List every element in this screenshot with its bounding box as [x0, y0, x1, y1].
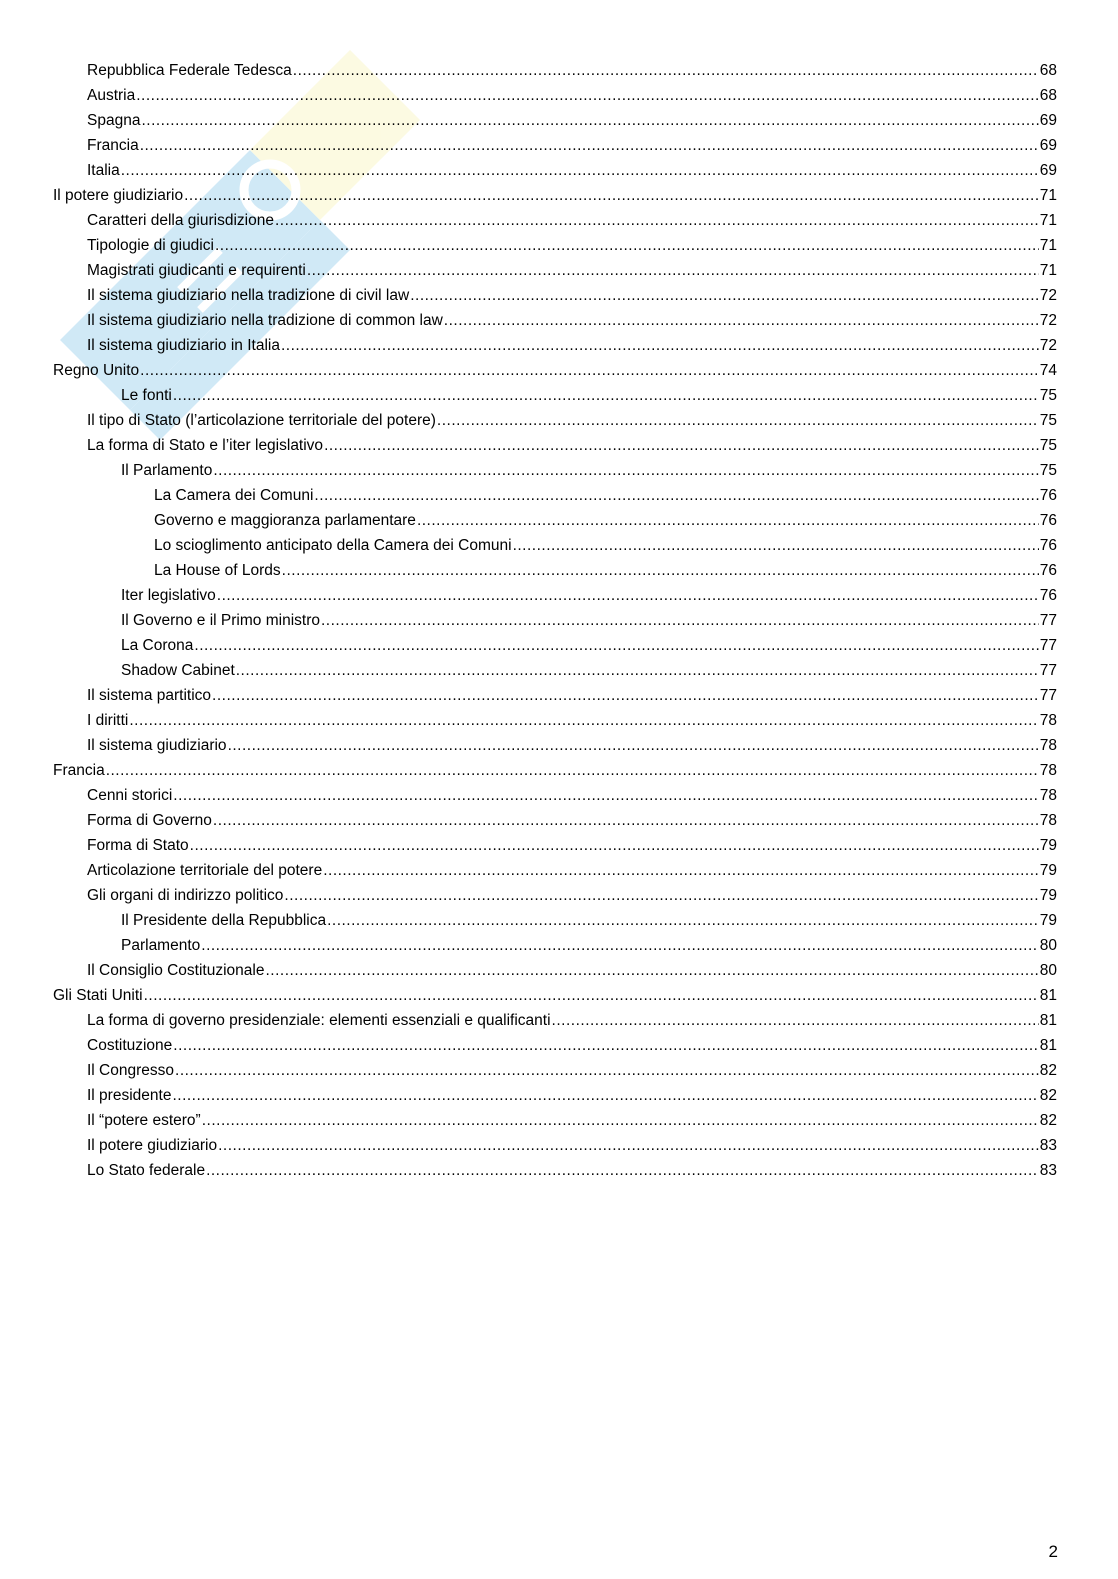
toc-dot-leader [194, 633, 1038, 658]
toc-entry-page: 74 [1039, 362, 1057, 379]
toc-entry[interactable] [53, 1058, 1057, 1083]
toc-entry-title: Il tipo di Stato (l’articolazione territoriale del potere) [87, 412, 436, 429]
toc-entry-title: Italia [87, 162, 120, 179]
toc-entry-title: La forma di governo presidenziale: elementi essenziali e qualificanti [87, 1012, 551, 1029]
toc-entry[interactable] [53, 83, 1057, 108]
toc-dot-leader [173, 383, 1039, 408]
toc-entry-title: Il potere giudiziario [53, 187, 184, 204]
toc-entry-title: Il sistema giudiziario nella tradizione di civil law [87, 287, 410, 304]
toc-entry[interactable] [53, 1033, 1057, 1058]
toc-entry-title: Caratteri della giurisdizione [87, 212, 274, 229]
toc-entry-title: Governo e maggioranza parlamentare [154, 512, 416, 529]
toc-entry-page: 80 [1039, 962, 1057, 979]
toc-entry-page: 76 [1039, 512, 1057, 529]
toc-entry[interactable] [53, 933, 1057, 958]
toc-entry-page: 72 [1039, 312, 1057, 329]
toc-entry[interactable] [53, 133, 1057, 158]
toc-entry-title: La forma di Stato e l’iter legislativo [87, 437, 324, 454]
toc-entry[interactable] [53, 208, 1057, 233]
toc-dot-leader [275, 208, 1039, 233]
toc-entry[interactable] [53, 958, 1057, 983]
toc-entry[interactable] [53, 908, 1057, 933]
toc-entry-title: Il sistema partitico [87, 687, 212, 704]
toc-dot-leader [172, 1083, 1038, 1108]
toc-entry-page: 80 [1039, 937, 1057, 954]
toc-entry-title: Gli organi di indirizzo politico [87, 887, 284, 904]
toc-dot-leader [140, 133, 1039, 158]
toc-entry-title: Forma di Stato [87, 837, 189, 854]
toc-dot-leader [513, 533, 1039, 558]
toc-entry[interactable] [53, 1083, 1057, 1108]
toc-entry[interactable] [53, 983, 1057, 1008]
toc-entry-page: 68 [1039, 87, 1057, 104]
toc-entry-title: Cenni storici [87, 787, 173, 804]
toc-dot-leader [410, 283, 1039, 308]
toc-entry-page: 77 [1039, 662, 1057, 679]
toc-entry-title: Forma di Governo [87, 812, 212, 829]
toc-entry[interactable] [53, 158, 1057, 183]
toc-entry[interactable] [53, 458, 1057, 483]
toc-dot-leader [437, 408, 1039, 433]
toc-entry-title: Iter legislativo [121, 587, 216, 604]
toc-entry-title: Francia [87, 137, 139, 154]
toc-entry-title: Il sistema giudiziario [87, 737, 227, 754]
toc-entry-title: Lo Stato federale [87, 1162, 206, 1179]
toc-dot-leader [323, 858, 1039, 883]
toc-entry-page: 78 [1039, 737, 1057, 754]
page-number: 2 [1048, 1542, 1058, 1561]
toc-dot-leader [327, 908, 1039, 933]
toc-entry-title: Il presidente [87, 1087, 172, 1104]
toc-entry-page: 76 [1039, 537, 1057, 554]
toc-dot-leader [321, 608, 1039, 633]
toc-entry-title: Il sistema giudiziario in Italia [87, 337, 280, 354]
toc-dot-leader [552, 1008, 1039, 1033]
toc-entry-page: 68 [1039, 62, 1057, 79]
toc-entry[interactable] [53, 783, 1057, 808]
toc-entry[interactable] [53, 333, 1057, 358]
toc-dot-leader [444, 308, 1039, 333]
toc-dot-leader [106, 758, 1039, 783]
toc-entry[interactable] [53, 408, 1057, 433]
toc-entry[interactable] [53, 833, 1057, 858]
toc-entry-title: Shadow Cabinet [121, 662, 235, 679]
toc-dot-leader [228, 733, 1039, 758]
toc-entry-title: Regno Unito [53, 362, 140, 379]
toc-entry-page: 71 [1039, 262, 1057, 279]
toc-entry-page: 72 [1039, 337, 1057, 354]
toc-entry-page: 81 [1039, 987, 1057, 1004]
toc-entry-page: 78 [1039, 812, 1057, 829]
toc-entry-page: 81 [1039, 1012, 1057, 1029]
toc-entry-page: 71 [1039, 187, 1057, 204]
toc-entry-title: Costituzione [87, 1037, 173, 1054]
toc-entry-page: 71 [1039, 212, 1057, 229]
toc-entry[interactable] [53, 633, 1057, 658]
toc-entry[interactable] [53, 1108, 1057, 1133]
toc-dot-leader [173, 1033, 1038, 1058]
toc-entry[interactable] [53, 558, 1057, 583]
toc-entry[interactable] [53, 108, 1057, 133]
toc-dot-leader [129, 708, 1038, 733]
toc-entry-page: 78 [1039, 787, 1057, 804]
toc-dot-leader [282, 558, 1039, 583]
toc-entry-page: 75 [1039, 462, 1057, 479]
toc-entry-title: Lo scioglimento anticipato della Camera dei Comuni [154, 537, 512, 554]
toc-entry-page: 83 [1039, 1162, 1057, 1179]
toc-entry[interactable] [53, 383, 1057, 408]
toc-entry-title: Austria [87, 87, 136, 104]
toc-entry-page: 69 [1039, 162, 1057, 179]
toc-dot-leader [184, 183, 1039, 208]
toc-dot-leader [173, 783, 1038, 808]
toc-dot-leader [284, 883, 1038, 908]
toc-entry-title: I diritti [87, 712, 129, 729]
toc-entry[interactable] [53, 708, 1057, 733]
toc-entry[interactable] [53, 808, 1057, 833]
toc-entry[interactable] [53, 1158, 1057, 1183]
toc-dot-leader [324, 433, 1039, 458]
toc-dot-leader [201, 933, 1038, 958]
toc-entry-page: 83 [1039, 1137, 1057, 1154]
toc-dot-leader [202, 1108, 1039, 1133]
toc-entry-title: La Camera dei Comuni [154, 487, 314, 504]
toc-dot-leader [136, 83, 1039, 108]
toc-entry[interactable] [53, 658, 1057, 683]
toc-entry[interactable] [53, 308, 1057, 333]
toc-entry-title: Il “potere estero” [87, 1112, 201, 1129]
toc-entry-page: 82 [1039, 1087, 1057, 1104]
toc-entry[interactable] [53, 583, 1057, 608]
toc-entry[interactable] [53, 733, 1057, 758]
toc-dot-leader [218, 1133, 1039, 1158]
toc-dot-leader [144, 983, 1039, 1008]
toc-dot-leader [314, 483, 1038, 508]
toc-entry-title: Il potere giudiziario [87, 1137, 218, 1154]
toc-entry-title: Il Parlamento [121, 462, 213, 479]
toc-entry-page: 78 [1039, 762, 1057, 779]
toc-entry-page: 75 [1039, 387, 1057, 404]
toc-entry-title: La Corona [121, 637, 194, 654]
toc-dot-leader [121, 158, 1039, 183]
toc-entry-title: Articolazione territoriale del potere [87, 862, 323, 879]
toc-entry[interactable] [53, 258, 1057, 283]
toc-entry-title: Le fonti [121, 387, 172, 404]
toc-entry[interactable] [53, 1133, 1057, 1158]
toc-entry[interactable] [53, 533, 1057, 558]
toc-entry[interactable] [53, 1008, 1057, 1033]
toc-entry-title: Spagna [87, 112, 141, 129]
toc-entry[interactable] [53, 183, 1057, 208]
toc-dot-leader [417, 508, 1039, 533]
toc-entry[interactable] [53, 58, 1057, 83]
toc-entry-page: 75 [1039, 412, 1057, 429]
toc-entry-page: 76 [1039, 562, 1057, 579]
toc-dot-leader [190, 833, 1039, 858]
toc-entry-title: Parlamento [121, 937, 201, 954]
toc-entry-title: Il Consiglio Costituzionale [87, 962, 265, 979]
toc-entry[interactable] [53, 758, 1057, 783]
toc-dot-leader [265, 958, 1038, 983]
toc-entry[interactable] [53, 233, 1057, 258]
toc-dot-leader [293, 58, 1039, 83]
toc-entry-page: 75 [1039, 437, 1057, 454]
toc-dot-leader [236, 658, 1039, 683]
toc-entry-page: 77 [1039, 637, 1057, 654]
toc-entry-title: Gli Stati Uniti [53, 987, 143, 1004]
toc-entry-page: 77 [1039, 612, 1057, 629]
toc-dot-leader [217, 583, 1039, 608]
toc-entry[interactable] [53, 483, 1057, 508]
toc-entry-title: Il Congresso [87, 1062, 175, 1079]
toc-entry[interactable] [53, 858, 1057, 883]
toc-dot-leader [281, 333, 1039, 358]
toc-entry-title: Il Presidente della Repubblica [121, 912, 327, 929]
toc-entry-page: 72 [1039, 287, 1057, 304]
toc-entry-page: 69 [1039, 112, 1057, 129]
toc-dot-leader [213, 458, 1038, 483]
toc-entry-page: 82 [1039, 1062, 1057, 1079]
toc-entry[interactable] [53, 358, 1057, 383]
toc-entry-page: 76 [1039, 587, 1057, 604]
toc-entry-page: 69 [1039, 137, 1057, 154]
toc-entry[interactable] [53, 683, 1057, 708]
toc-entry[interactable] [53, 433, 1057, 458]
toc-entry-page: 79 [1039, 912, 1057, 929]
toc-entry-page: 79 [1039, 862, 1057, 879]
toc-entry[interactable] [53, 883, 1057, 908]
toc-entry[interactable] [53, 608, 1057, 633]
toc-entry-title: Il sistema giudiziario nella tradizione di common law [87, 312, 443, 329]
toc-entry-title: Repubblica Federale Tedesca [87, 62, 292, 79]
toc-entry-page: 81 [1039, 1037, 1057, 1054]
toc-dot-leader [213, 808, 1039, 833]
toc-entry-page: 71 [1039, 237, 1057, 254]
toc-dot-leader [307, 258, 1039, 283]
toc-dot-leader [212, 683, 1039, 708]
toc-entry-page: 79 [1039, 887, 1057, 904]
toc-entry-title: Magistrati giudicanti e requirenti [87, 262, 306, 279]
toc-entry-page: 82 [1039, 1112, 1057, 1129]
toc-entry-title: La House of Lords [154, 562, 281, 579]
toc-entry[interactable] [53, 283, 1057, 308]
toc-entry[interactable] [53, 508, 1057, 533]
toc-entry-page: 78 [1039, 712, 1057, 729]
table-of-contents [53, 58, 1057, 1183]
toc-entry-title: Il Governo e il Primo ministro [121, 612, 320, 629]
toc-entry-page: 79 [1039, 837, 1057, 854]
toc-entry-page: 76 [1039, 487, 1057, 504]
toc-dot-leader [141, 108, 1038, 133]
toc-entry-page: 77 [1039, 687, 1057, 704]
toc-dot-leader [175, 1058, 1039, 1083]
toc-entry-title: Tipologie di giudici [87, 237, 214, 254]
toc-dot-leader [206, 1158, 1039, 1183]
toc-dot-leader [140, 358, 1039, 383]
toc-entry-title: Francia [53, 762, 105, 779]
toc-dot-leader [215, 233, 1039, 258]
